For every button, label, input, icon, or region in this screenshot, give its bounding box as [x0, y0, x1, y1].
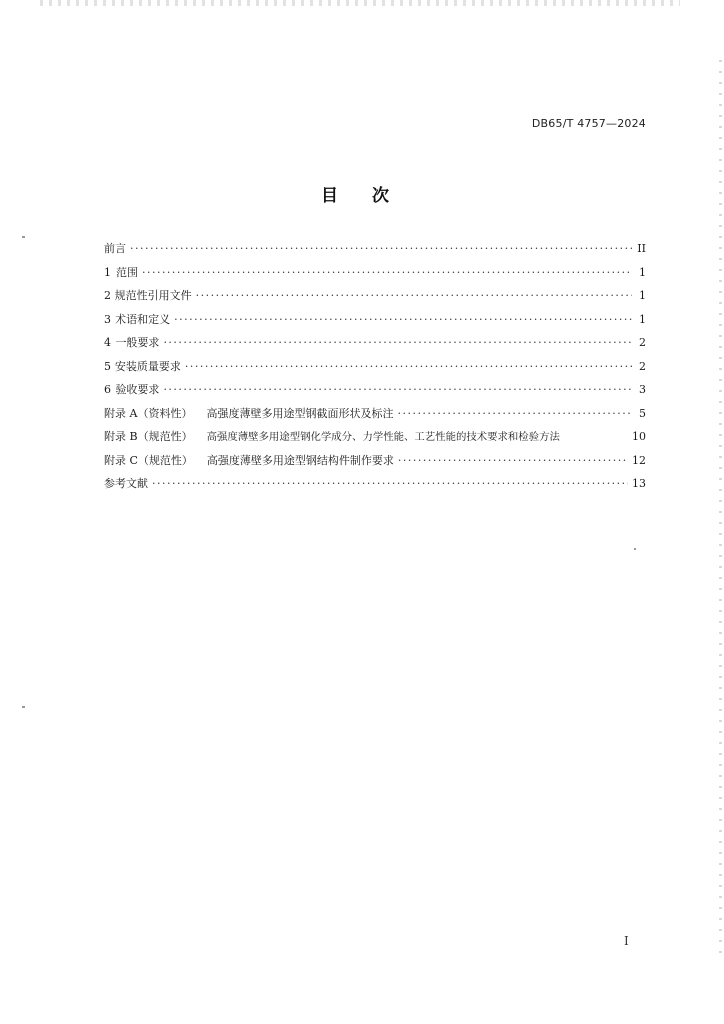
toc-entry-6[interactable] [104, 383, 646, 407]
toc-entry-title: 高强度薄壁多用途型钢截面形状及标注 [206, 406, 394, 420]
toc-leader-dots [398, 454, 628, 468]
toc-entry-label: 附录 A（资料性） [104, 406, 193, 420]
toc-entry-label: 规范性引用文件 [114, 289, 192, 302]
toc-entry-label: 一般要求 [115, 336, 160, 349]
toc-entry-number: 3 [104, 312, 111, 326]
toc-entry-page: 13 [632, 477, 646, 490]
toc-leader-dots [185, 360, 632, 374]
toc-entry-number: 1 [104, 265, 111, 279]
toc-leader-dots [130, 242, 632, 256]
toc-entry-page: 1 [639, 289, 646, 302]
toc-entry-appendix-b[interactable] [104, 430, 646, 454]
toc-entry-label: 范围 [115, 265, 138, 279]
toc-leader-dots [196, 289, 632, 303]
page-number: I [624, 934, 629, 948]
toc-entry-appendix-a[interactable] [104, 407, 646, 431]
toc-entry-page: 2 [639, 336, 646, 349]
toc-leader-dots [142, 266, 632, 280]
table-of-contents [104, 242, 646, 501]
toc-entry-label: 附录 C（规范性） [104, 453, 193, 467]
document-code: DB65/T 4757—2024 [531, 117, 646, 130]
toc-entry-references[interactable] [104, 477, 646, 501]
toc-entry-page: II [637, 242, 646, 255]
toc-leader-dots [152, 477, 628, 491]
toc-entry-3[interactable] [104, 313, 646, 337]
toc-entry-number: 6 [104, 383, 111, 396]
toc-entry-5[interactable] [104, 360, 646, 384]
scan-speck [634, 548, 636, 550]
toc-entry-label: 验收要求 [115, 383, 160, 396]
toc-leader-dots [397, 407, 632, 421]
toc-entry-page: 3 [639, 383, 646, 396]
toc-entry-page: 5 [639, 406, 646, 420]
toc-entry-title: 高强度薄壁多用途型钢结构件制作要求 [206, 453, 394, 467]
toc-leader-dots [163, 336, 632, 350]
toc-entry-page: 12 [632, 453, 646, 467]
toc-entry-page: 10 [632, 430, 646, 443]
toc-leader-dots [174, 313, 632, 327]
toc-entry-number: 5 [104, 359, 111, 373]
toc-entry-number: 4 [104, 336, 111, 349]
scan-artifact-top [40, 0, 680, 6]
toc-entry-label: 附录 B（规范性） [104, 430, 193, 443]
scan-speck [22, 236, 25, 238]
toc-entry-appendix-c[interactable] [104, 454, 646, 478]
toc-entry-page: 1 [639, 312, 646, 326]
toc-entry-1[interactable] [104, 266, 646, 290]
toc-entry-title: 高强度薄壁多用途型钢化学成分、力学性能、工艺性能的技术要求和检验方法 [206, 431, 560, 443]
toc-entry-label: 术语和定义 [115, 312, 171, 326]
toc-entry-page: 1 [639, 265, 646, 279]
toc-entry-4[interactable] [104, 336, 646, 360]
toc-entry-label: 前言 [104, 242, 126, 255]
scan-speck [22, 706, 25, 708]
toc-entry-2[interactable] [104, 289, 646, 313]
toc-entry-preface[interactable] [104, 242, 646, 266]
toc-heading: 目 次 [321, 186, 403, 206]
toc-entry-number: 2 [104, 289, 111, 302]
toc-entry-label: 参考文献 [104, 477, 148, 490]
toc-entry-page: 2 [639, 359, 646, 373]
toc-leader-dots [163, 383, 632, 397]
toc-entry-label: 安装质量要求 [114, 359, 181, 373]
